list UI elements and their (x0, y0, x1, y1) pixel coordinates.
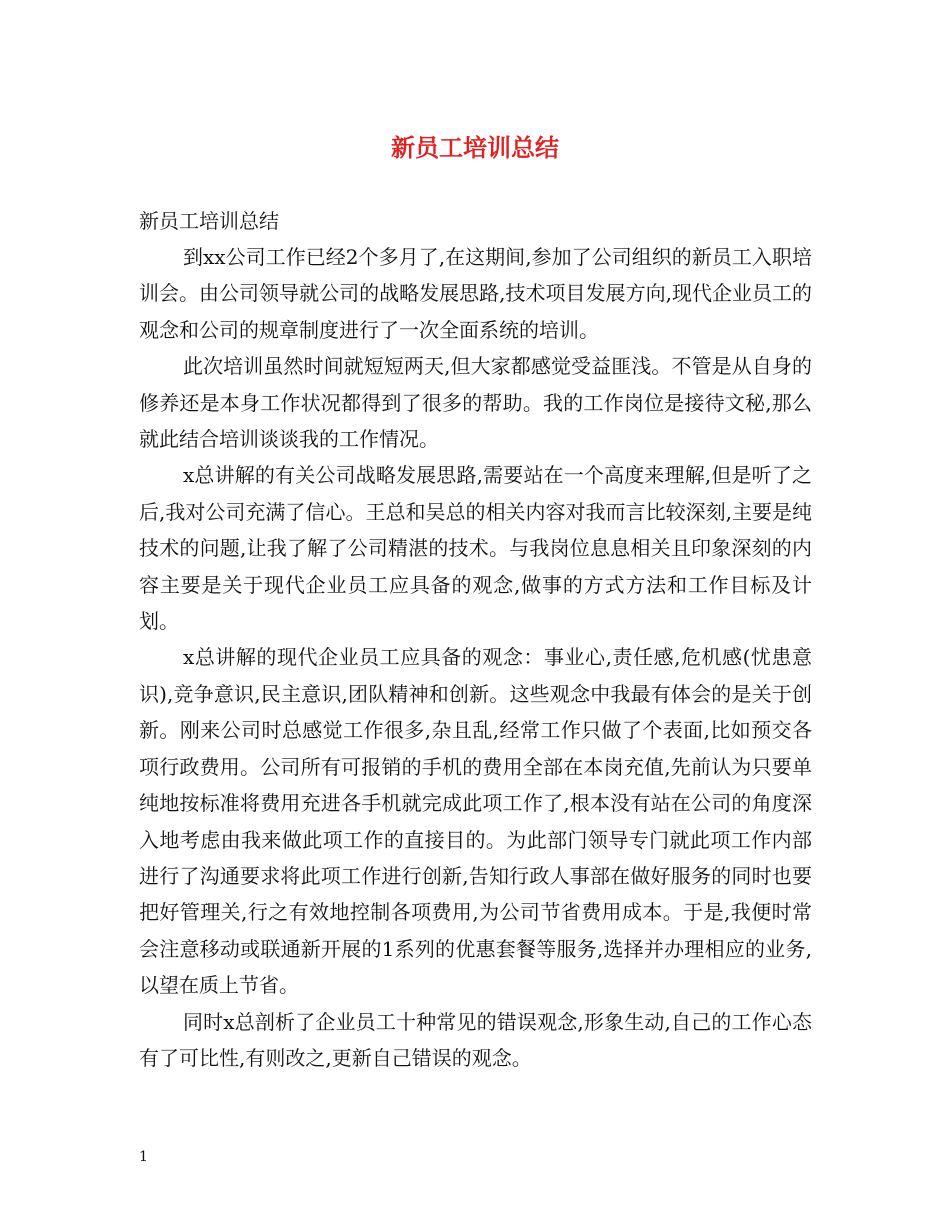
paragraph-1: 到xx公司工作已经2个多月了,在这期间,参加了公司组织的新员工入职培训会。由公司领导就公司的战略发展思路,技术项目发展方向,现代企业员工的观念和公司的规章制度进行了一次全面系统的培训。 (139, 245, 812, 342)
paragraph-2: 此次培训虽然时间就短短两天,但大家都感觉受益匪浅。不管是从自身的修养还是本身工作状况都得到了很多的帮助。我的工作岗位是接待文秘,那么就此结合培训谈谈我的工作情况。 (139, 354, 812, 452)
paragraph-5: 同时x总剖析了企业员工十种常见的错误观念,形象生动,自己的工作心态有了可比性,有则改之,更新自己错误的观念。 (139, 1009, 812, 1070)
paragraph-3: x总讲解的有关公司战略发展思路,需要站在一个高度来理解,但是听了之后,我对公司充满了信心。王总和吴总的相关内容对我而言比较深刻,主要是纯技术的问题,让我了解了公司精湛的技术。与我岗位息息相关且印象深刻的内容主要是关于现代企业员工应具备的观念,做事的方式方法和工作目标及计划。 (139, 463, 812, 634)
paragraph-4: x总讲解的现代企业员工应具备的观念：事业心,责任感,危机感(忧患意识),竞争意识,民主意识,团队精神和创新。这些观念中我最有体会的是关于创新。刚来公司时总感觉工作很多,杂且乱,经常工作只做了个表面,比如预交各项行政费用。公司所有可报销的手机的费用全部在本岗充值,先前认为只要单纯地按标准将费用充进各手机就完成此项工作了,根本没有站在公司的角度深入地考虑由我来做此项工作的直接目的。为此部门领导专门就此项工作内部进行了沟通要求将此项工作进行创新,告知行政人事部在做好服务的同时也要把好管理关,行之有效地控制各项费用,为公司节省费用成本。于是,我便时常会注意移动或联通新开展的1系列的优惠套餐等服务,选择并办理相应的业务,以望在质上节省。 (139, 645, 812, 998)
document-body (139, 203, 812, 1076)
document-subtitle: 新员工培训总结 (139, 209, 279, 233)
page-number: 1 (139, 1149, 148, 1165)
document-title: 新员工培训总结 (391, 133, 559, 162)
